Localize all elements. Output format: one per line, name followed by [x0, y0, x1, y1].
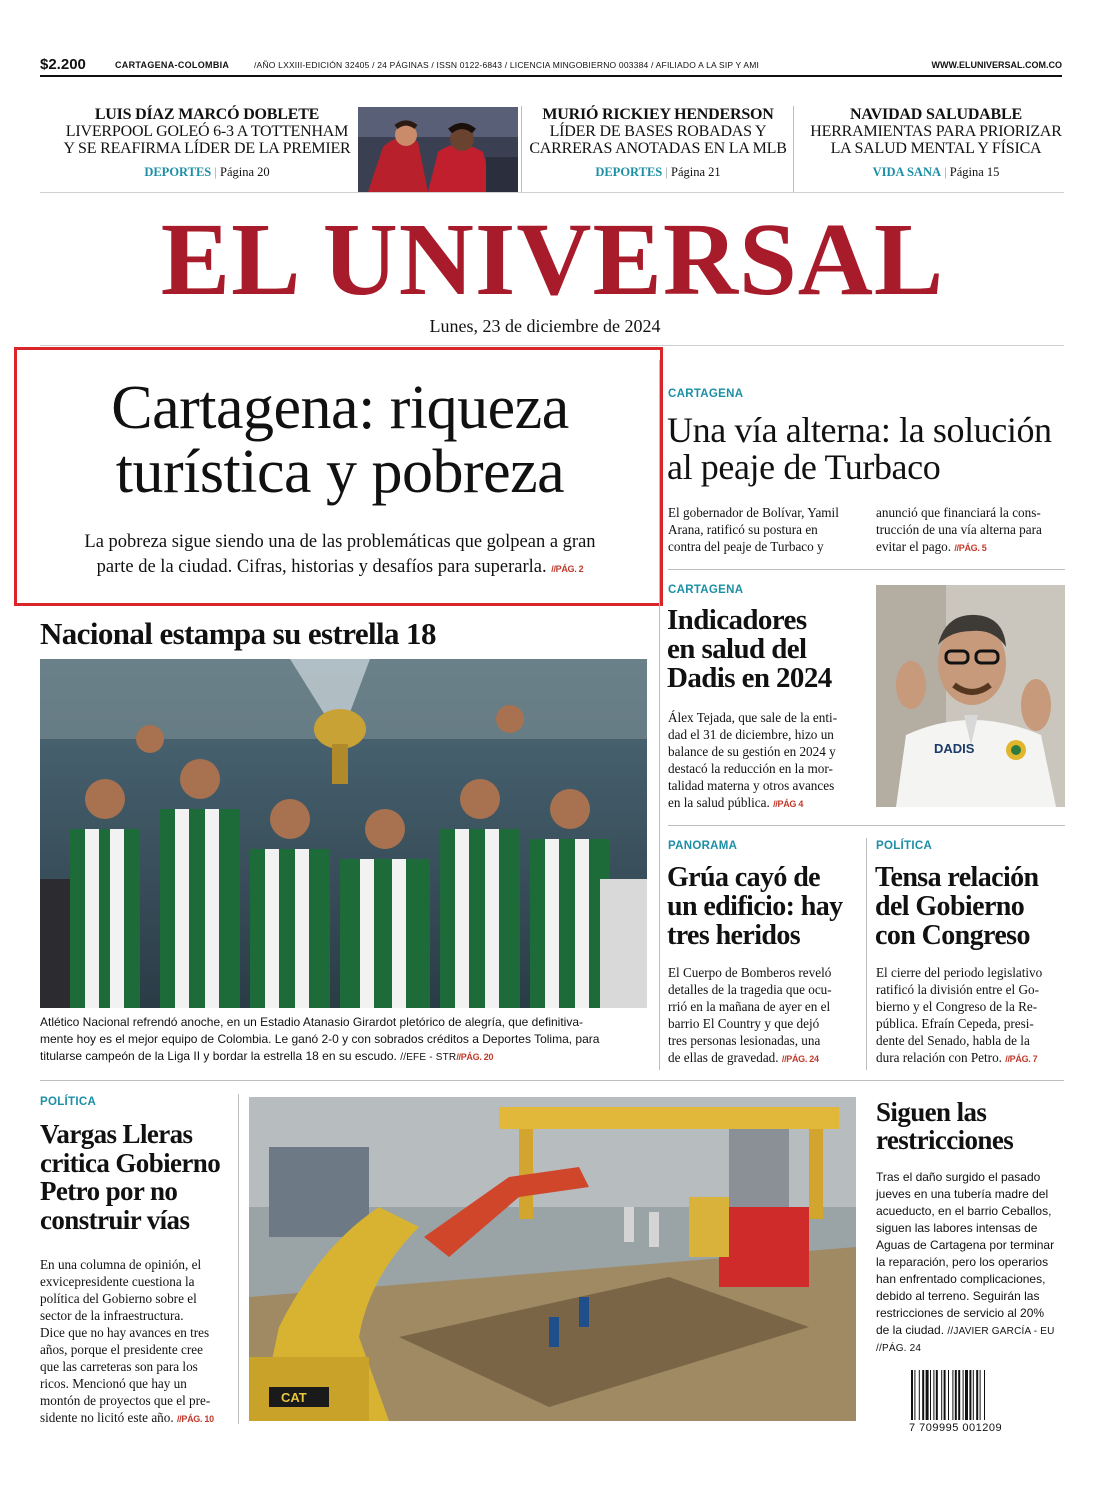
body-line: que las carreteras son para los — [40, 1359, 198, 1374]
turbaco-body-col2 — [876, 504, 1066, 557]
lead-dek-line: La pobreza sigue siendo una de las problemáticas que golpean a gran — [84, 532, 596, 552]
grua-headline[interactable] — [667, 863, 867, 950]
page-ref[interactable]: //PÁG. 10 — [176, 1414, 214, 1424]
turbaco-headline-line: Una vía alterna: la solución — [667, 410, 1052, 450]
kicker-politica: POLÍTICA — [876, 840, 933, 852]
price: $2.200 — [40, 56, 86, 73]
teaser-section: DEPORTES — [595, 165, 663, 179]
body-line: El cierre del periodo legislativo — [876, 965, 1043, 980]
teaser-section: DEPORTES — [144, 165, 212, 179]
teaser-line: Y SE REAFIRMA LÍDER DE LA PREMIER — [63, 140, 351, 157]
body-line: de la ciudad. — [876, 1323, 945, 1337]
lead-headline-line: turística y pobreza — [115, 438, 565, 506]
lead-dek-line: parte de la ciudad. Cifras, historias y desafíos para superarla. — [96, 557, 547, 577]
lead-headline[interactable] — [30, 376, 650, 504]
body-line: sidente no licitó este año. — [40, 1410, 174, 1425]
body-line: exvicepresidente cuestiona la — [40, 1274, 195, 1289]
body-line: balance de su gestión en 2024 y — [668, 744, 836, 759]
body-line: El gobernador de Bolívar, Yamil — [668, 505, 839, 520]
page-ref[interactable]: //PÁG. 7 — [1005, 1054, 1038, 1064]
congreso-headline-line: con Congreso — [875, 920, 1030, 951]
teaser-line: CARRERAS ANOTADAS EN LA MLB — [529, 140, 787, 157]
teaser-luis-diaz[interactable]: LUIS DÍAZ MARCÓ DOBLETE LIVERPOOL GOLEÓ 6-3 A TOTTENHAM Y SE REAFIRMA LÍDER DE LA PREMIER DEPORTES | Página 20 — [54, 106, 360, 180]
teaser-page: Página 21 — [671, 165, 721, 179]
masthead-rule — [40, 345, 1064, 346]
pipe-repair-photo — [249, 1097, 856, 1421]
caption-line: titularse campeón de la Liga II y bordar la estrella 18 en su escudo. — [40, 1049, 397, 1063]
body-line: En una columna de opinión, el — [40, 1257, 202, 1272]
lead-headline-line: Cartagena: riqueza — [111, 374, 569, 442]
page-ref[interactable]: //PÁG. 2 — [551, 564, 584, 574]
body-line: rrió en la mañana de ayer en el — [668, 999, 831, 1014]
nacional-celebration-photo — [40, 659, 647, 1008]
section-rule — [668, 825, 1065, 826]
teaser-bottom-rule — [40, 192, 1064, 193]
vargas-headline[interactable] — [40, 1120, 240, 1234]
kicker-cartagena: CARTAGENA — [668, 388, 744, 400]
grua-headline-line: tres heridos — [667, 920, 801, 951]
liverpool-photo — [358, 107, 518, 192]
teaser-navidad[interactable]: NAVIDAD SALUDABLE HERRAMIENTAS PARA PRIORIZAR LA SALUD MENTAL Y FÍSICA VIDA SANA | Página 15 — [798, 106, 1074, 180]
body-line: ratificó la división entre el Go- — [876, 982, 1039, 997]
restricciones-headline[interactable] — [876, 1098, 1076, 1154]
body-line: contra del peaje de Turbaco y — [668, 539, 824, 554]
congreso-body — [876, 964, 1065, 1068]
column-divider — [659, 360, 660, 1070]
body-line: montón de proyectos que el pre- — [40, 1393, 211, 1408]
teaser-henderson[interactable]: MURIÓ RICKIEY HENDERSON LÍDER DE BASES ROBADAS Y CARRERAS ANOTADAS EN LA MLB DEPORTES | Página 21 — [524, 106, 792, 180]
nacional-caption — [40, 1014, 660, 1066]
kicker-panorama: PANORAMA — [668, 840, 738, 852]
top-rule — [40, 75, 1062, 77]
body-line: tres personas lesionadas, una — [668, 1033, 821, 1048]
body-line: siguen las labores intensas de — [876, 1221, 1038, 1235]
column-divider — [238, 1094, 239, 1424]
vargas-body — [40, 1256, 229, 1428]
body-line: años, porque el presidente cree — [40, 1342, 203, 1357]
body-line: destacó la reducción en la mor- — [668, 761, 833, 776]
body-line: bierno y el Congreso de la Re- — [876, 999, 1038, 1014]
congreso-headline-line: del Gobierno — [875, 891, 1025, 922]
body-line: dente del Senado, habla de la — [876, 1033, 1030, 1048]
congreso-headline[interactable] — [875, 863, 1075, 950]
shirt-logo-text: DADIS — [934, 741, 975, 756]
body-line: han enfrentado complicaciones, — [876, 1272, 1046, 1286]
teaser-line: LÍDER DE BASES ROBADAS Y — [549, 123, 767, 140]
restricciones-headline-line: Siguen las — [876, 1097, 987, 1127]
body-line: Aguas de Cartagena por terminar — [876, 1238, 1055, 1252]
body-line: dad el 31 de diciembre, hizo un — [668, 727, 834, 742]
page-ref[interactable]: //PÁG. 24 — [781, 1054, 819, 1064]
caption-line: mente hoy es el mejor equipo de Colombia. Le ganó 2-0 y con sobrados créditos a Deportes Tolima, para — [40, 1032, 600, 1046]
body-line: debido al terreno. Seguirán las — [876, 1289, 1040, 1303]
tejada-photo — [876, 585, 1065, 807]
page-ref[interactable]: //PÁG. 24 — [876, 1343, 922, 1354]
body-line: sector de la infraestructura. — [40, 1308, 184, 1323]
body-line: El Cuerpo de Bomberos reveló — [668, 965, 832, 980]
grua-headline-line: Grúa cayó de — [667, 862, 821, 893]
kicker-politica: POLÍTICA — [40, 1096, 97, 1108]
teaser-section: VIDA SANA — [872, 165, 941, 179]
dadis-headline-line: Indicadores — [667, 604, 807, 636]
dadis-headline[interactable] — [667, 606, 867, 693]
body-line: Arana, ratificó su postura en — [668, 522, 818, 537]
body-line: dura relación con Petro. — [876, 1050, 1002, 1065]
nacional-headline[interactable]: Nacional estampa su estrella 18 — [40, 616, 436, 651]
body-line: Dice que no hay avances en tres — [40, 1325, 210, 1340]
machine-label: CAT — [281, 1390, 307, 1405]
teaser-line: LA SALUD MENTAL Y FÍSICA — [830, 140, 1042, 157]
turbaco-headline-line: al peaje de Turbaco — [667, 447, 941, 487]
body-line: barrio El Country y que dejó — [668, 1016, 820, 1031]
body-line: pública. Efraín Cepeda, presi- — [876, 1016, 1034, 1031]
photo-credit: //JAVIER GARCÍA - EU — [947, 1326, 1055, 1337]
section-rule — [40, 1080, 1064, 1081]
teaser-page: Página 15 — [949, 165, 1000, 179]
body-line: ricos. Mencionó que hay un — [40, 1376, 187, 1391]
teaser-page: Página 20 — [220, 165, 270, 179]
restricciones-body — [876, 1169, 1066, 1357]
teaser-title: LUIS DÍAZ MARCÓ DOBLETE — [94, 106, 320, 123]
body-line: política del Gobierno sobre el — [40, 1291, 197, 1306]
body-line: detalles de la tragedia que ocu- — [668, 982, 832, 997]
teaser-title: MURIÓ RICKIEY HENDERSON — [542, 106, 774, 123]
grua-headline-line: un edificio: hay — [667, 891, 843, 922]
restricciones-headline-line: restricciones — [876, 1125, 1014, 1155]
body-line: anunció que financiará la cons- — [876, 505, 1041, 520]
body-line: acueducto, en el barrio Ceballos, — [876, 1204, 1052, 1218]
section-rule — [668, 569, 1065, 570]
page-ref[interactable]: //PÁG. 5 — [954, 543, 987, 553]
body-line: la reparación, pero los operarios — [876, 1255, 1049, 1269]
photo-credit: //EFE - STR — [400, 1052, 457, 1063]
body-line: Álex Tejada, que sale de la enti- — [668, 710, 838, 725]
top-info-bar — [40, 56, 1062, 76]
body-line: jueves en una tubería madre del — [876, 1187, 1049, 1201]
teaser-divider — [521, 106, 522, 192]
website-link[interactable]: WWW.ELUNIVERSAL.COM.CO — [931, 60, 1062, 70]
teaser-line: LIVERPOOL GOLEÓ 6-3 A TOTTENHAM — [65, 123, 349, 140]
column-divider — [866, 838, 867, 1070]
body-line: trucción de una vía alterna para — [876, 522, 1042, 537]
page-ref[interactable]: //PÁG. 20 — [456, 1052, 494, 1062]
dadis-headline-line: Dadis en 2024 — [667, 662, 832, 694]
lead-dek — [40, 530, 640, 582]
page-ref[interactable]: //PÁG 4 — [773, 799, 804, 809]
edition-date: Lunes, 23 de diciembre de 2024 — [429, 316, 661, 336]
vargas-headline-line: critica Gobierno — [40, 1147, 221, 1178]
teaser-divider — [793, 106, 794, 192]
body-line: de ellas de gravedad. — [668, 1050, 779, 1065]
edition-info: /AÑO LXXIII-EDICIÓN 32405 / 24 PÁGINAS / ISSN 0122-6843 / LICENCIA MINGOBIERNO 003384 / AFILIADO A LA SIP Y AMI — [254, 60, 760, 70]
body-line: restricciones de servicio al 20% — [876, 1306, 1045, 1320]
teaser-title: NAVIDAD SALUDABLE — [850, 106, 1022, 123]
turbaco-body-col1 — [668, 504, 858, 555]
kicker-cartagena: CARTAGENA — [668, 584, 744, 596]
masthead-logo: EL UNIVERSAL — [160, 202, 945, 317]
barcode-number: 7 709995 001209 — [909, 1422, 1003, 1434]
congreso-headline-line: Tensa relación — [875, 862, 1039, 893]
body-line: Tras el daño surgido el pasado — [876, 1170, 1041, 1184]
vargas-headline-line: Vargas Lleras — [40, 1119, 193, 1149]
caption-line: Atlético Nacional refrendó anoche, en un Estadio Atanasio Girardot pletórico de alegría, que definitiva- — [40, 1015, 583, 1029]
dadis-body — [668, 709, 856, 813]
city-label: CARTAGENA-COLOMBIA — [115, 60, 230, 70]
turbaco-headline[interactable] — [667, 412, 1067, 486]
body-line: en la salud pública. — [668, 795, 770, 810]
vargas-headline-line: construir vías — [40, 1204, 190, 1235]
teaser-line: HERRAMIENTAS PARA PRIORIZAR — [810, 123, 1062, 140]
vargas-headline-line: Petro por no — [40, 1176, 178, 1206]
body-line: evitar el pago. — [876, 539, 952, 554]
dadis-headline-line: en salud del — [667, 633, 807, 665]
grua-body — [668, 964, 856, 1068]
body-line: talidad materna y otros avances — [668, 778, 835, 793]
